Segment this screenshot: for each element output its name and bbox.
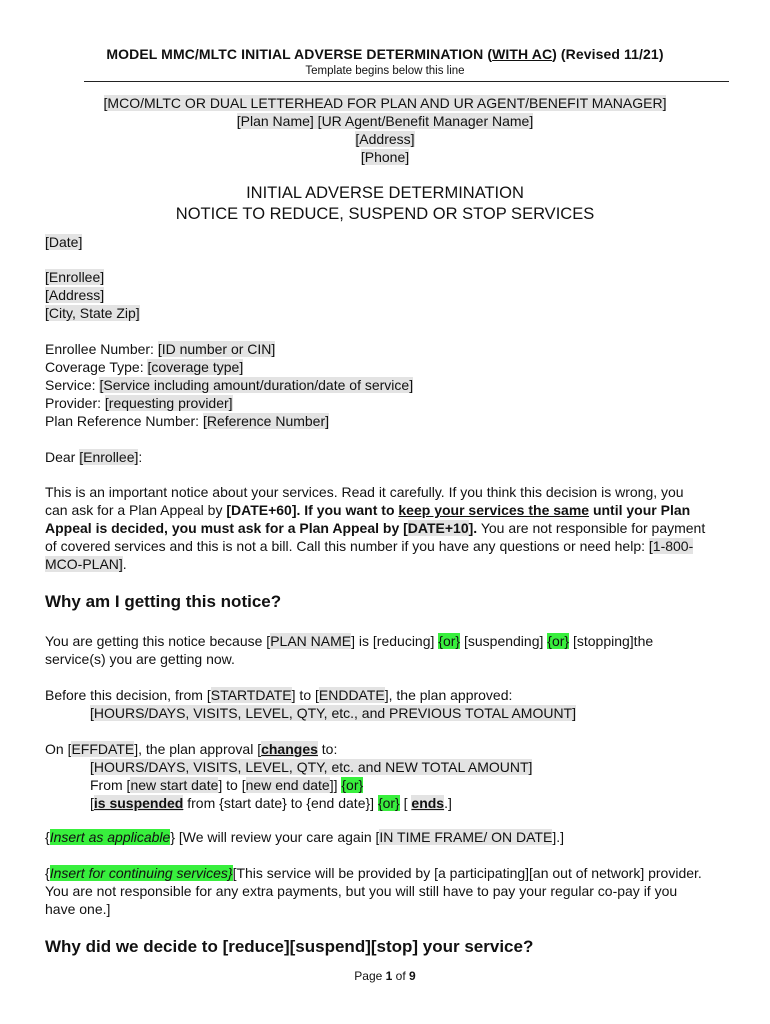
greeting-colon: : <box>138 449 143 465</box>
reason-text-3: [suspending] <box>460 633 548 649</box>
title-with-ac: WITH AC <box>492 46 553 62</box>
before-start-date: STARTDATE <box>210 687 292 703</box>
enrollee-name: [Enrollee] <box>45 269 105 285</box>
eff-changes: changes <box>261 741 318 757</box>
eff-bracket: [ <box>90 795 94 811</box>
notice-title <box>0 183 770 225</box>
before-previous-amount: [HOURS/DAYS, VISITS, LEVEL, QTY, etc., and PREVIOUS TOTAL AMOUNT] <box>90 705 577 721</box>
intro-period: . <box>122 556 127 572</box>
review-paragraph <box>45 828 710 846</box>
letterhead <box>0 94 770 166</box>
eff-text-1: On [ <box>45 741 72 757</box>
greeting <box>45 448 710 466</box>
intro-keep-services: keep your services the same <box>398 502 590 518</box>
enrollee-info <box>45 340 710 430</box>
review-time-frame: IN TIME FRAME/ ON DATE <box>379 829 553 845</box>
eff-close: .] <box>444 795 452 811</box>
letterhead-address: [Address] <box>355 131 415 147</box>
intro-phone: [1-800-MCO-PLAN] <box>45 538 694 572</box>
on-effdate-paragraph <box>45 740 710 812</box>
reason-text-1: You are getting this notice because [ <box>45 633 271 649</box>
intro-text-1: This is an important notice about your services. Read it carefully. If you think this decision is wrong, you can ask for a Plan Appeal by <box>45 484 684 518</box>
letterhead-line1: [MCO/MLTC OR DUAL LETTERHEAD FOR PLAN AND UR AGENT/BENEFIT MANAGER] <box>103 95 667 111</box>
intro-bold-2: until your Plan Appeal is decided, you must ask for a Plan Appeal by [ <box>45 502 691 536</box>
intro-bold-3: ]. <box>468 520 478 536</box>
template-divider <box>84 81 729 82</box>
enrollee-number-value: [ID number or CIN] <box>157 341 276 357</box>
eff-suspend-range: from {start date} to {end date}] <box>183 795 378 811</box>
provider-row <box>45 394 710 412</box>
before-text-3: ], the plan approved: <box>384 687 513 703</box>
template-title <box>0 46 770 62</box>
letterhead-line2: [Plan Name] [UR Agent/Benefit Manager Name] <box>236 113 534 129</box>
review-text-1: [We will review your care again [ <box>175 829 380 845</box>
coverage-type-row <box>45 358 710 376</box>
before-end-date: ENDDATE <box>318 687 385 703</box>
eff-is-suspended: is suspended <box>93 795 184 811</box>
address-block <box>45 268 710 322</box>
date-line <box>45 233 710 251</box>
page-label: Page <box>354 969 386 983</box>
coverage-type-value: [coverage type] <box>147 359 244 375</box>
before-text-2: ] to [ <box>291 687 319 703</box>
reason-or-2: {or} <box>547 633 570 649</box>
service-value: [Service including amount/duration/date of service] <box>99 377 414 393</box>
provider-label: Provider: <box>45 395 105 411</box>
greeting-name: [Enrollee] <box>79 449 139 465</box>
reason-text-4: [stopping]the service(s) you are getting now. <box>45 633 654 667</box>
enrollee-address: [Address] <box>45 287 105 303</box>
enrollee-city: [City, State Zip] <box>45 305 140 321</box>
reason-text-2: ] is [reducing] <box>351 633 439 649</box>
eff-new-amount: [HOURS/DAYS, VISITS, LEVEL, QTY, etc. and NEW TOTAL AMOUNT] <box>90 759 533 775</box>
enrollee-number-row <box>45 340 710 358</box>
reference-label: Plan Reference Number: <box>45 413 203 429</box>
section-heading-why-decide: Why did we decide to [reduce][suspend][stop] your service? <box>45 937 534 956</box>
before-decision-paragraph <box>45 686 710 722</box>
reason-plan-name: PLAN NAME <box>270 633 352 649</box>
eff-text-3: to: <box>317 741 338 757</box>
notice-title-line1: INITIAL ADVERSE DETERMINATION <box>246 184 524 202</box>
reference-row <box>45 412 710 430</box>
reason-paragraph <box>45 632 710 668</box>
date-placeholder: [Date] <box>45 234 83 250</box>
section-heading-why-notice: Why am I getting this notice? <box>45 592 282 611</box>
eff-to-text: ] to [ <box>218 777 246 793</box>
intro-bold-1: If you want to <box>300 502 399 518</box>
notice-title-line2: NOTICE TO REDUCE, SUSPEND OR STOP SERVICES <box>175 205 595 223</box>
service-label: Service: <box>45 377 100 393</box>
continuing-text: [This service will be provided by [a participating][an out of network] provider. You are not responsible for any extra payments, but you will still have to pay your regular co-pay if you have one.] <box>45 865 702 917</box>
eff-close-bracket: ]] <box>329 777 342 793</box>
intro-aid-date: DATE+10 <box>407 520 469 536</box>
eff-or-4: {or} <box>377 795 400 811</box>
coverage-type-label: Coverage Type: <box>45 359 148 375</box>
eff-or-3: {or} <box>341 777 364 793</box>
intro-paragraph <box>45 483 710 573</box>
continuing-insert: Insert for continuing services} <box>49 865 233 881</box>
eff-from-text: From [ <box>90 777 131 793</box>
service-row <box>45 376 710 394</box>
eff-bracket-2: [ <box>399 795 412 811</box>
letterhead-phone: [Phone] <box>360 149 410 165</box>
intro-text-2: You are not responsible for payment of covered services and this is not a bill. Call this number if you have any questions or need help: <box>45 520 706 554</box>
page-of: of <box>392 969 410 983</box>
reason-or-1: {or} <box>438 633 461 649</box>
reference-value: [Reference Number] <box>202 413 330 429</box>
page-footer <box>0 969 770 983</box>
eff-text-2: ], the plan approval [ <box>134 741 262 757</box>
eff-date: EFFDATE <box>71 741 135 757</box>
provider-value: [requesting provider] <box>104 395 233 411</box>
continuing-open-brace: { <box>45 865 50 881</box>
continuing-services-paragraph <box>45 864 710 918</box>
page-number: 1 <box>385 969 393 983</box>
template-subtitle: Template begins below this line <box>305 65 465 77</box>
page-total: 9 <box>409 969 416 983</box>
title-revised: ) (Revised 11/21) <box>552 46 664 62</box>
review-open-brace: { <box>45 829 50 845</box>
title-text: MODEL MMC/MLTC INITIAL ADVERSE DETERMINATION ( <box>106 46 493 62</box>
review-text-2: ].] <box>552 829 564 845</box>
before-text-1: Before this decision, from [ <box>45 687 211 703</box>
eff-new-end: new end date <box>245 777 330 793</box>
enrollee-number-label: Enrollee Number: <box>45 341 158 357</box>
review-close-brace: } <box>170 829 176 845</box>
eff-ends: ends <box>411 795 445 811</box>
intro-appeal-date: [DATE+60]. <box>226 502 301 518</box>
eff-new-start: new start date <box>130 777 219 793</box>
greeting-text: Dear <box>45 449 80 465</box>
review-insert-applicable: Insert as applicable <box>49 829 171 845</box>
